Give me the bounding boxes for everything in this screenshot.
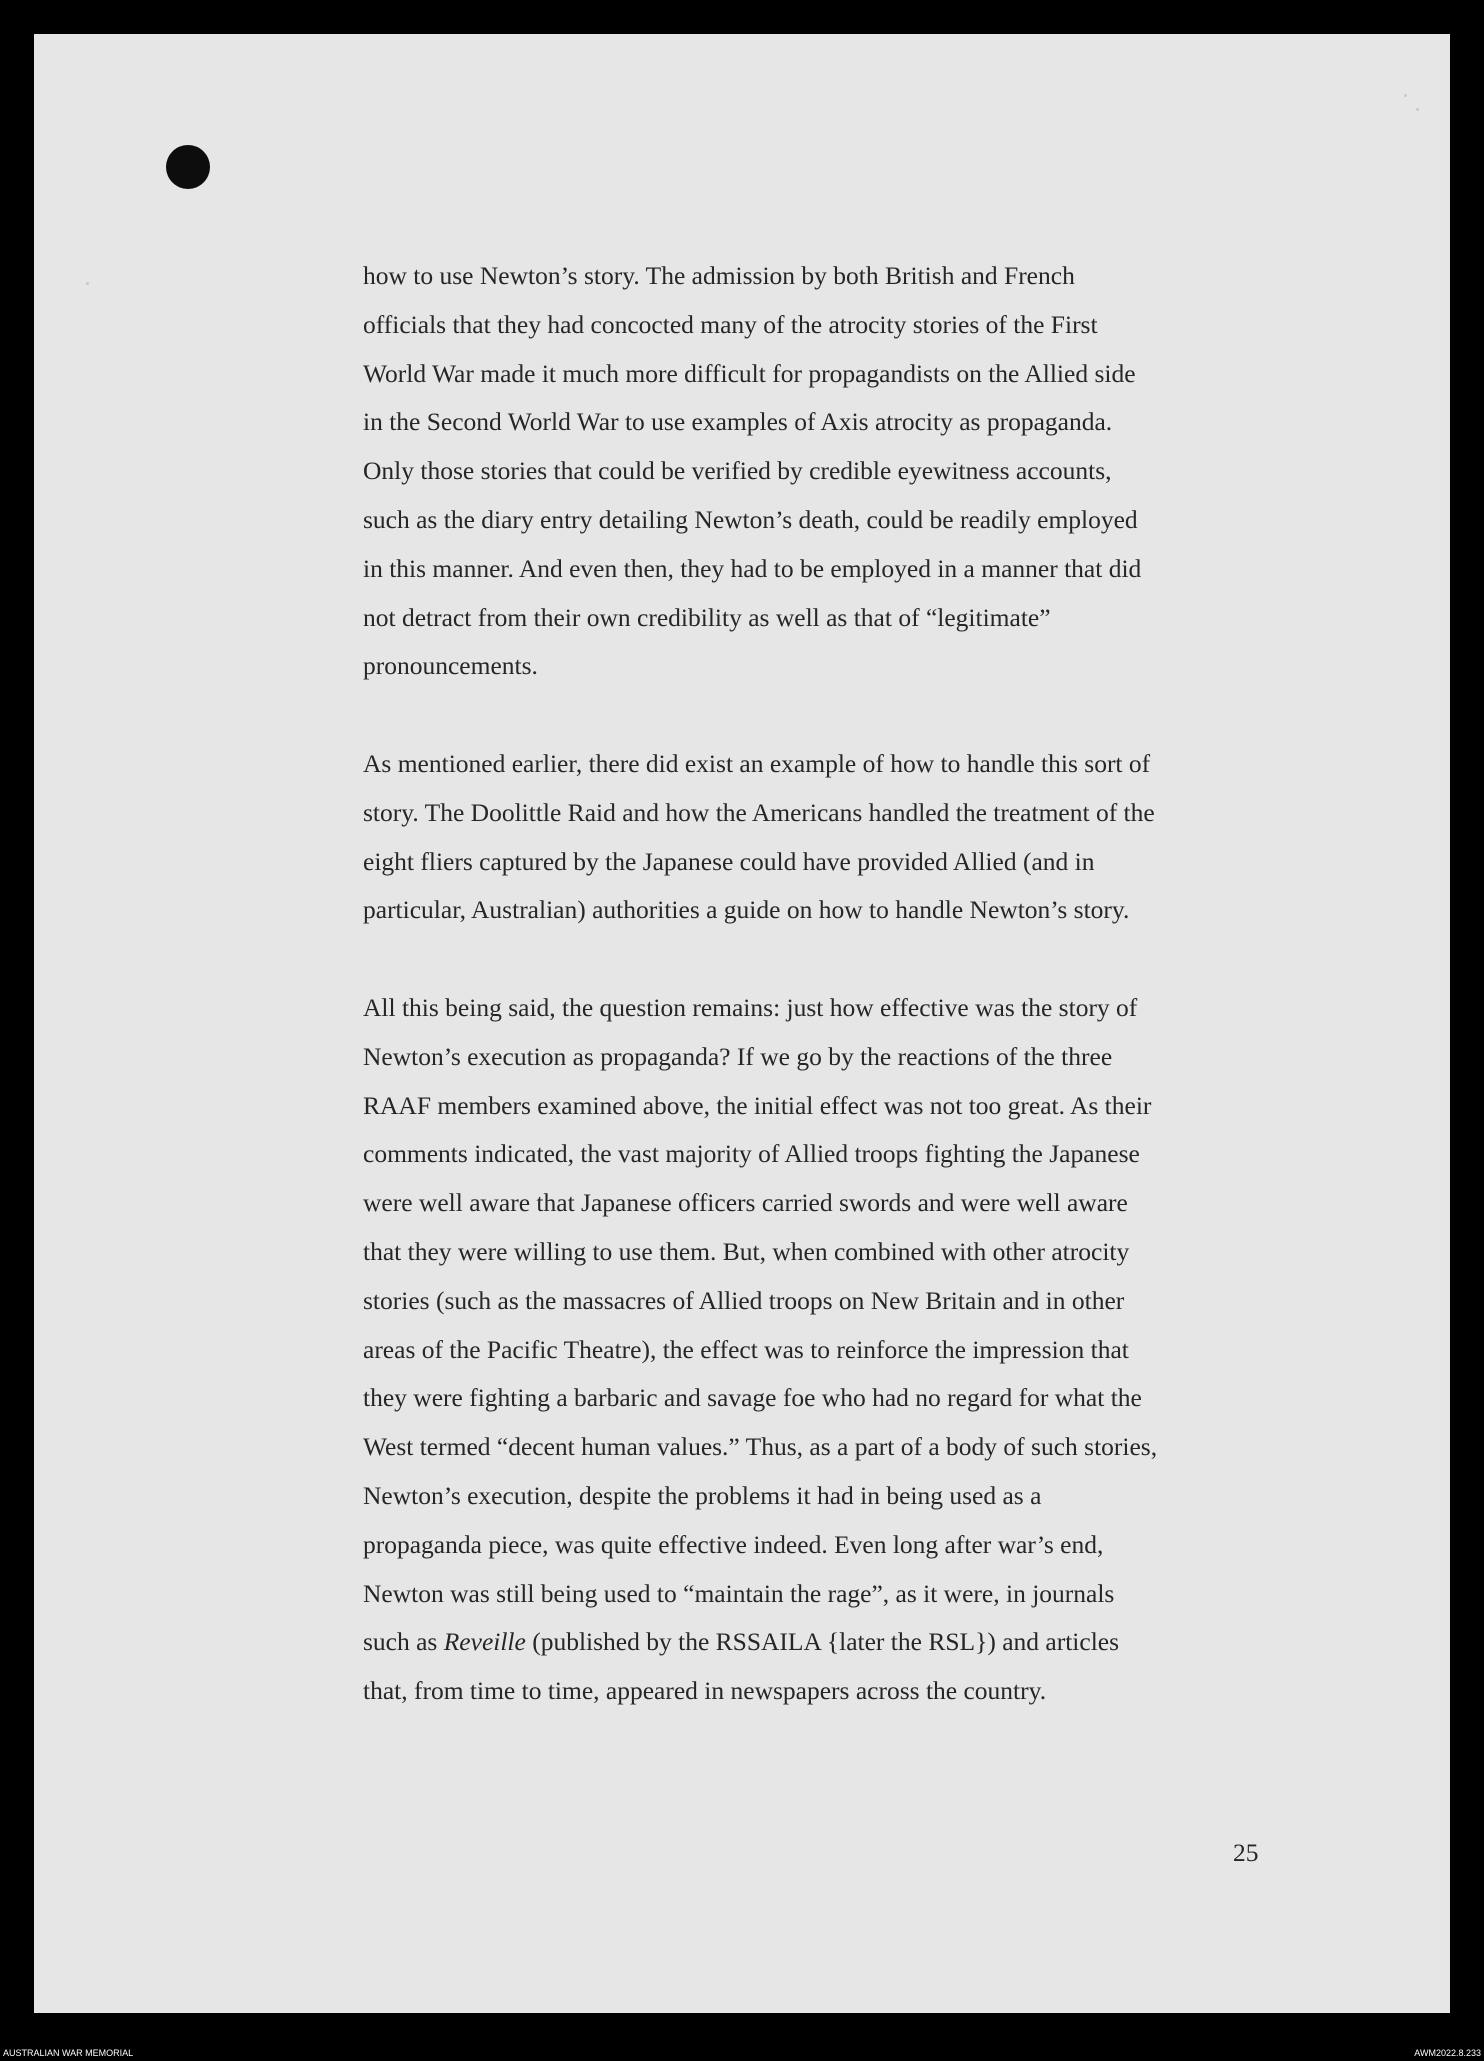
- text-line: in the Second World War to use examples of Axis atrocity as propaganda.: [363, 407, 1113, 437]
- text-line: not detract from their own credibility as well as that of “legitimate”: [363, 602, 1051, 632]
- paragraph-3: [363, 984, 1263, 1716]
- text-line: particular, Australian) authorities a guide on how to handle Newton’s story.: [363, 895, 1130, 925]
- text-line: RAAF members examined above, the initial effect was not too great. As their: [363, 1090, 1152, 1120]
- paragraph-gap: [363, 691, 1263, 740]
- paragraph-1: [363, 252, 1263, 691]
- footer-archive-label: AUSTRALIAN WAR MEMORIAL: [3, 2048, 134, 2058]
- paragraph-gap: [363, 935, 1263, 984]
- text-line: comments indicated, the vast majority of Allied troops fighting the Japanese: [363, 1139, 1140, 1169]
- text-fragment: (published by the RSSAILA {later the RSL}) and articles: [525, 1627, 1120, 1657]
- paper-speck: [86, 282, 89, 285]
- text-line: how to use Newton’s story. The admission by both British and French: [363, 261, 1075, 290]
- text-line: were well aware that Japanese officers carried swords and were well aware: [363, 1188, 1128, 1218]
- text-line: Only those stories that could be verified by credible eyewitness accounts,: [363, 456, 1112, 486]
- text-line: Newton’s execution as propaganda? If we go by the reactions of the three: [363, 1041, 1113, 1071]
- text-line: Newton’s execution, despite the problems it had in being used as a: [363, 1480, 1042, 1510]
- text-line: that they were willing to use them. But, when combined with other atrocity: [363, 1236, 1130, 1266]
- text-line: As mentioned earlier, there did exist an example of how to handle this sort of: [363, 748, 1151, 778]
- footer-accession-number: AWM2022.8.233: [1414, 2048, 1481, 2058]
- text-line: they were fighting a barbaric and savage foe who had no regard for what the: [363, 1383, 1142, 1413]
- text-line: stories (such as the massacres of Allied troops on New Britain and in other: [363, 1285, 1125, 1315]
- paragraph-2: [363, 740, 1263, 935]
- text-line: story. The Doolittle Raid and how the Americans handled the treatment of the: [363, 797, 1155, 827]
- text-line: areas of the Pacific Theatre), the effect was to reinforce the impression that: [363, 1334, 1129, 1364]
- text-fragment: such as: [363, 1627, 444, 1657]
- text-line: such as the diary entry detailing Newton’s death, could be readily employed: [363, 504, 1138, 534]
- paper-speck: [1404, 94, 1407, 97]
- text-line: Newton was still being used to “maintain the rage”, as it were, in journals: [363, 1578, 1115, 1608]
- punch-hole: [166, 145, 210, 189]
- text-line: officials that they had concocted many of the atrocity stories of the First: [363, 309, 1098, 339]
- text-line: All this being said, the question remains: just how effective was the story of: [363, 992, 1138, 1022]
- text-line: World War made it much more difficult for propagandists on the Allied side: [363, 358, 1136, 388]
- text-line: West termed “decent human values.” Thus, as a part of a body of such stories,: [363, 1432, 1158, 1462]
- text-line: [363, 1618, 1263, 1667]
- body-text: [363, 252, 1263, 1716]
- text-line: pronouncements.: [363, 651, 538, 681]
- page-number: 25: [1233, 1838, 1259, 1867]
- text-line: in this manner. And even then, they had to be employed in a manner that did: [363, 553, 1142, 583]
- text-line: eight fliers captured by the Japanese could have provided Allied (and in: [363, 846, 1095, 876]
- text-line: that, from time to time, appeared in newspapers across the country.: [363, 1676, 1047, 1706]
- paper-speck: [1416, 108, 1419, 111]
- journal-title: Reveille: [443, 1627, 526, 1657]
- text-line: propaganda piece, was quite effective indeed. Even long after war’s end,: [363, 1529, 1104, 1559]
